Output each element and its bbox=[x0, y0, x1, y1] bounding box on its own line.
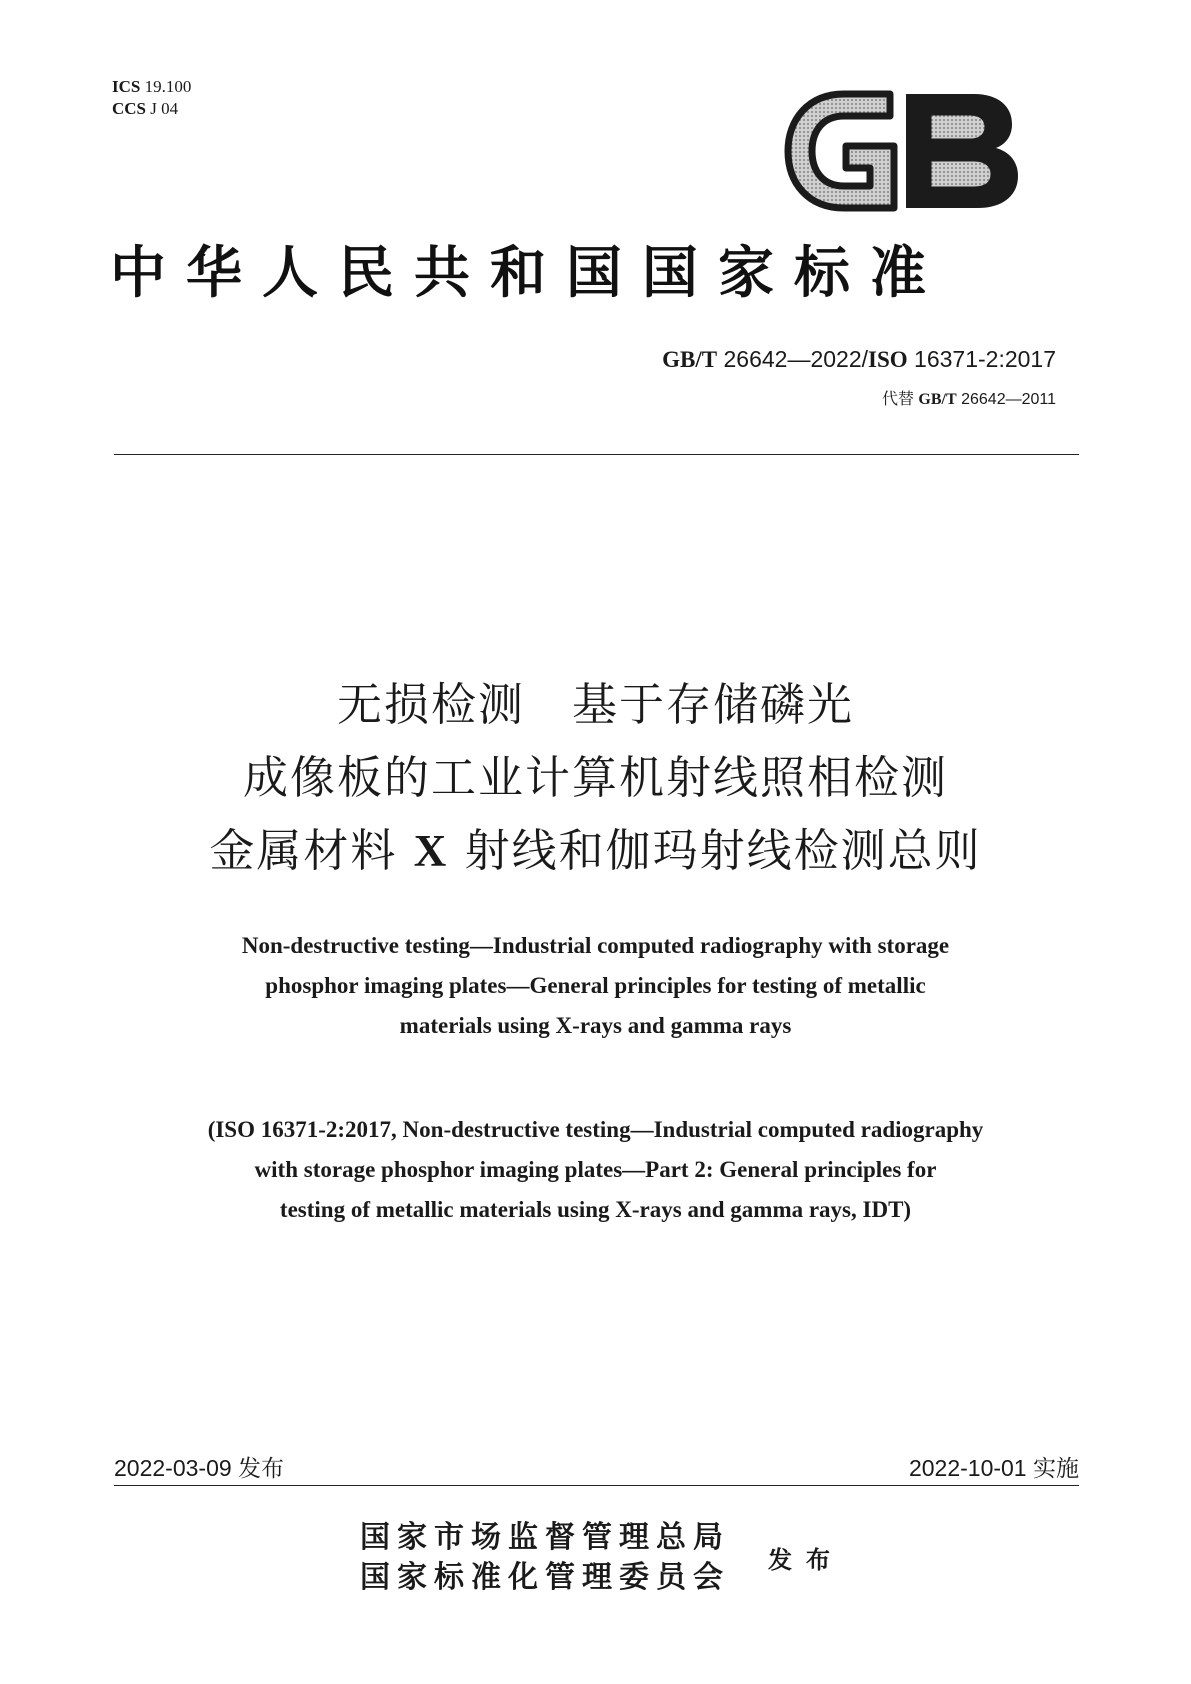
iso-reference-line-2: with storage phosphor imaging plates—Part 2: General principles for bbox=[254, 1157, 937, 1182]
chinese-title bbox=[60, 668, 1131, 888]
gb-logo bbox=[782, 90, 1022, 212]
standard-number: GB/T 26642—2022/ISO 16371-2:2017 bbox=[662, 346, 1056, 372]
issuing-authorities bbox=[360, 1518, 730, 1598]
english-title bbox=[60, 926, 1131, 1046]
replaces-standard: 代替 GB/T 26642—2011 bbox=[881, 391, 1056, 408]
issue-date: 2022-03-09 发布 bbox=[114, 1455, 285, 1481]
iso-reference bbox=[60, 1110, 1131, 1230]
english-title-line-3: materials using X-rays and gamma rays bbox=[399, 1013, 792, 1038]
chinese-title-line-2: 成像板的工业计算机射线照相检测 bbox=[242, 751, 948, 804]
publish-label: 发布 bbox=[768, 1545, 844, 1574]
chinese-title-line-1: 无损检测 基于存储磷光 bbox=[336, 678, 854, 731]
chinese-title-line-3: 金属材料 X 射线和伽玛射线检测总则 bbox=[209, 824, 982, 877]
national-standard-heading: 中华人民共和国国家标准 bbox=[110, 240, 946, 306]
english-title-line-1: Non-destructive testing—Industrial computed radiography with storage bbox=[241, 933, 950, 958]
ics-code: ICS 19.100 bbox=[112, 77, 192, 96]
implementation-date: 2022-10-01 实施 bbox=[908, 1455, 1079, 1481]
issuer-sac: 国家标准化管理委员会 bbox=[360, 1560, 730, 1595]
iso-reference-line-1: (ISO 16371-2:2017, Non-destructive testing—Industrial computed radiography bbox=[207, 1117, 984, 1142]
classification-codes bbox=[112, 76, 191, 120]
ccs-code: CCS J 04 bbox=[112, 99, 179, 118]
issuer-samr: 国家市场监督管理总局 bbox=[360, 1520, 730, 1555]
english-title-line-2: phosphor imaging plates—General principles for testing of metallic bbox=[265, 973, 926, 998]
top-divider bbox=[114, 454, 1079, 455]
bottom-divider bbox=[114, 1485, 1079, 1486]
iso-reference-line-3: testing of metallic materials using X-rays and gamma rays, IDT) bbox=[279, 1197, 912, 1222]
